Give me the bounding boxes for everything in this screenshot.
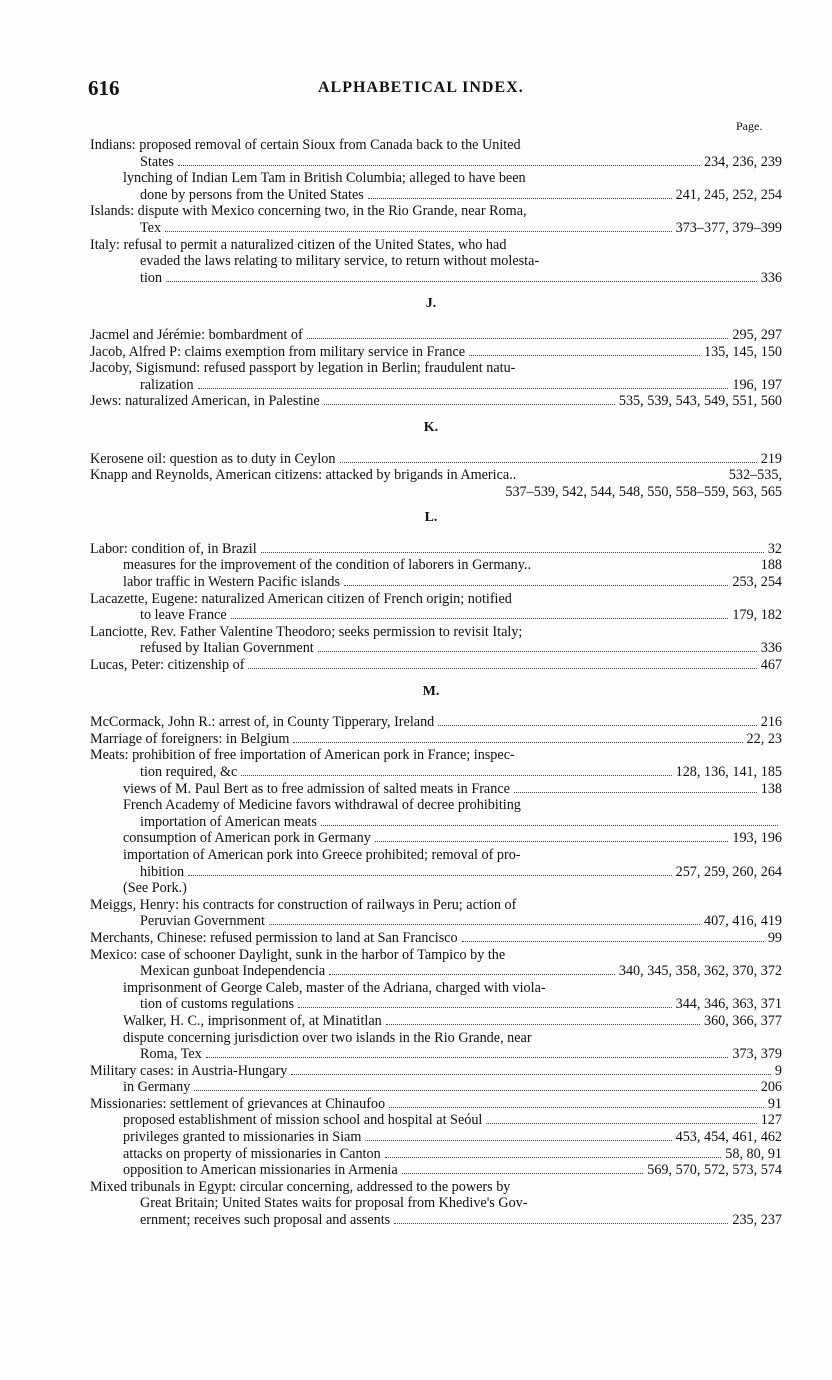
index-entry-text: in Germany	[123, 1079, 191, 1096]
page-references: 453, 454, 461, 462	[675, 1129, 782, 1146]
index-line	[90, 591, 782, 608]
index-line	[90, 930, 782, 947]
index-line	[90, 237, 782, 254]
index-entry-text: Labor: condition of, in Brazil	[90, 540, 257, 557]
index-line	[90, 137, 782, 154]
page-references: 373–377, 379–399	[675, 219, 782, 236]
page-references: 91	[767, 1095, 782, 1112]
dot-leader	[318, 651, 757, 652]
index-entry-text: dispute concerning jurisdiction over two islands in the Rio Grande, near	[123, 1029, 532, 1046]
index-entry-text: consumption of American pork in Germany	[123, 830, 371, 847]
dot-leader	[293, 742, 742, 743]
index-line	[90, 747, 782, 764]
index-entry-text: attacks on property of missionaries in Canton	[123, 1145, 381, 1162]
index-entry-text: views of M. Paul Bert as to free admission of salted meats in France	[123, 780, 510, 797]
page-references: 22, 23	[746, 730, 782, 747]
index-line	[90, 1146, 782, 1163]
index-entry-text: Roma, Tex	[140, 1046, 202, 1063]
index-entry-text: Jacob, Alfred P: claims exemption from military service in France	[90, 343, 466, 360]
page-references: 257, 259, 260, 264	[675, 863, 782, 880]
index-entry-text: Mixed tribunals in Egypt: circular concerning, addressed to the powers by	[90, 1178, 511, 1195]
dot-leader	[231, 618, 729, 619]
index-line	[90, 1013, 782, 1030]
dot-leader	[402, 1173, 644, 1174]
page-references: 336	[760, 640, 782, 657]
index-line	[90, 541, 782, 558]
index-entry-text: importation of American pork into Greece prohibited; removal of pro-	[123, 846, 521, 863]
index-entry-text: Meats: prohibition of free importation of American pork in France; inspec-	[90, 747, 515, 764]
index-entry-text: Mexican gunboat Independencia	[140, 963, 326, 980]
dot-leader	[344, 585, 728, 586]
index-entry-text: Meiggs, Henry: his contracts for construction of railways in Peru; action of	[90, 896, 517, 913]
page-references: 216	[760, 714, 782, 731]
index-entry-text: hibition	[140, 863, 185, 880]
index-entry-text: Merchants, Chinese: refused permission to land at San Francisco	[90, 929, 458, 946]
index-line	[90, 484, 782, 501]
index-entry-text: Jacoby, Sigismund: refused passport by legation in Berlin; fraudulent natu-	[90, 360, 516, 377]
dot-leader	[469, 355, 700, 356]
index-line	[90, 1129, 782, 1146]
index-line	[90, 624, 782, 641]
index-line	[90, 864, 782, 881]
index-entry-text: Missionaries: settlement of grievances at Chinaufoo	[90, 1095, 386, 1112]
page-references: 336	[760, 269, 782, 286]
index-line	[90, 1030, 782, 1047]
page-references: 127	[760, 1112, 782, 1129]
index-entry-text: ernment; receives such proposal and assents	[140, 1212, 391, 1229]
dot-leader	[165, 231, 672, 232]
dot-leader	[438, 725, 756, 726]
index-line	[90, 270, 782, 287]
index-line	[90, 897, 782, 914]
page-references: 360, 366, 377	[703, 1012, 782, 1029]
index-body	[90, 137, 782, 1229]
page-references: 58, 80, 91	[725, 1145, 782, 1162]
index-line	[90, 1179, 782, 1196]
index-line	[90, 963, 782, 980]
index-entry-text: proposed establishment of mission school and hospital at Seóul	[123, 1112, 483, 1129]
index-line	[90, 451, 782, 468]
index-line	[90, 344, 782, 361]
page-references: 179, 182	[732, 607, 782, 624]
page-references: 340, 345, 358, 362, 370, 372	[618, 963, 782, 980]
index-line	[90, 327, 782, 344]
dot-leader	[389, 1107, 764, 1108]
index-entry-text: importation of American meats	[140, 813, 317, 830]
index-entry-text: lynching of Indian Lem Tam in British Columbia; alleged to have been	[123, 170, 526, 187]
index-entry-text: evaded the laws relating to military service, to return without molesta-	[140, 253, 540, 270]
page-references: 99	[767, 929, 782, 946]
index-line	[90, 467, 782, 484]
index-entry-text: States	[140, 153, 174, 170]
index-line	[90, 980, 782, 997]
index-line	[90, 797, 782, 814]
page-references: 569, 570, 572, 573, 574	[647, 1162, 782, 1179]
index-entry-text: Indians: proposed removal of certain Sioux from Canada back to the United	[90, 137, 521, 153]
page-references: 234, 236, 239	[703, 153, 782, 170]
dot-leader	[394, 1223, 728, 1224]
index-entry-text: Lanciotte, Rev. Father Valentine Theodoro; seeks permission to revisit Italy;	[90, 623, 523, 640]
dot-leader	[291, 1074, 771, 1075]
dot-leader	[385, 1157, 722, 1158]
index-entry-text: (See Pork.)	[123, 880, 187, 897]
page-references: 295, 297	[732, 326, 782, 343]
index-line	[90, 154, 782, 171]
page-references: 373, 379	[732, 1046, 782, 1063]
index-line	[90, 607, 782, 624]
index-line	[90, 574, 782, 591]
page-references: 135, 145, 150	[703, 343, 782, 360]
page-references: 467	[760, 657, 782, 674]
dot-leader	[386, 1024, 700, 1025]
index-line	[90, 814, 782, 831]
index-entry-text: refused by Italian Government	[140, 640, 314, 657]
page-references: 235, 237	[732, 1212, 782, 1229]
index-entry-text: to leave France	[140, 607, 227, 624]
index-entry-text: Jews: naturalized American, in Palestine	[90, 393, 320, 410]
index-line	[90, 377, 782, 394]
page-references: 138	[760, 780, 782, 797]
page-references: 407, 416, 419	[703, 913, 782, 930]
index-line	[90, 1096, 782, 1113]
dot-leader	[307, 338, 729, 339]
index-line	[90, 714, 782, 731]
page-references: 241, 245, 252, 254	[675, 186, 782, 203]
index-entry-text: Lucas, Peter: citizenship of	[90, 657, 245, 674]
index-line	[90, 1195, 782, 1212]
page-references: 253, 254	[732, 574, 782, 591]
dot-leader	[375, 841, 729, 842]
dot-leader	[178, 165, 700, 166]
dot-leader	[365, 1140, 671, 1141]
index-entry-text: Peruvian Government	[140, 913, 265, 930]
page-references: 32	[767, 540, 782, 557]
index-line	[90, 393, 782, 410]
dot-leader	[340, 462, 757, 463]
index-line	[90, 220, 782, 237]
index-line	[90, 731, 782, 748]
dot-leader	[514, 792, 757, 793]
index-entry-text: Marriage of foreigners: in Belgium	[90, 730, 290, 747]
index-entry-text: Tex	[140, 219, 162, 236]
page-references: 188	[760, 557, 782, 574]
index-entry-text: opposition to American missionaries in Armenia	[123, 1162, 398, 1179]
section-letter: L.	[424, 510, 438, 526]
dot-leader	[329, 974, 615, 975]
dot-leader	[241, 775, 671, 776]
dot-leader	[298, 1007, 672, 1008]
index-line	[90, 557, 782, 574]
index-entry-text: measures for the improvement of the condition of laborers in Germany..	[123, 557, 532, 574]
index-line	[90, 830, 782, 847]
dot-leader	[368, 198, 672, 199]
index-entry-text: McCormack, John R.: arrest of, in County Tipperary, Ireland	[90, 714, 435, 731]
dot-leader	[248, 668, 756, 669]
page-references: 219	[760, 450, 782, 467]
dot-leader	[206, 1057, 729, 1058]
index-entry-text: Italy: refusal to permit a naturalized citizen of the United States, who had	[90, 236, 507, 253]
dot-leader	[324, 404, 615, 405]
index-line	[90, 913, 782, 930]
dot-leader	[321, 825, 778, 826]
index-line	[90, 781, 782, 798]
dot-leader	[261, 552, 764, 553]
section-letter: K.	[423, 419, 439, 435]
index-entry-text: Islands: dispute with Mexico concerning two, in the Rio Grande, near Roma,	[90, 203, 527, 220]
index-entry-text: done by persons from the United States	[140, 186, 364, 203]
index-line	[90, 1079, 782, 1096]
index-entry-text: tion required, &c	[140, 764, 238, 780]
index-entry-text: Military cases: in Austria-Hungary	[90, 1062, 288, 1079]
dot-leader	[198, 388, 729, 389]
index-line	[90, 640, 782, 657]
index-entry-text: imprisonment of George Caleb, master of the Adriana, charged with viola-	[123, 979, 546, 996]
index-line	[90, 203, 782, 220]
dot-leader	[166, 281, 757, 282]
index-entry-text: privileges granted to missionaries in Siam	[123, 1129, 362, 1146]
index-line	[90, 253, 782, 270]
index-line	[90, 1212, 782, 1229]
index-line	[90, 764, 782, 781]
index-line	[90, 847, 782, 864]
index-entry-text: tion	[140, 269, 163, 286]
index-entry-text: Lacazette, Eugene: naturalized American citizen of French origin; notified	[90, 590, 512, 607]
index-line	[90, 947, 782, 964]
index-line	[90, 1162, 782, 1179]
index-line	[90, 996, 782, 1013]
page-references: 537–539, 542, 544, 548, 550, 558–559, 563, 565	[505, 483, 782, 500]
dot-leader	[486, 1123, 756, 1124]
index-entry-text: Jacmel and Jérémie: bombardment of	[90, 326, 303, 343]
page-references: 193, 196	[732, 830, 782, 847]
index-line	[90, 1112, 782, 1129]
dot-leader	[269, 924, 700, 925]
page-references: 196, 197	[732, 376, 782, 393]
index-line	[90, 880, 782, 897]
index-line	[90, 170, 782, 187]
page-column-label: Page.	[736, 119, 763, 133]
page-references: 9	[774, 1062, 782, 1079]
section-letter: J.	[425, 296, 437, 312]
dot-leader	[188, 875, 671, 876]
page-references: 532–535,	[728, 467, 782, 484]
section-letter: M.	[422, 683, 440, 699]
index-entry-text: Walker, H. C., imprisonment of, at Minatitlan	[123, 1012, 382, 1029]
index-line	[90, 187, 782, 204]
index-entry-text: Great Britain; United States waits for proposal from Khedive's Gov-	[140, 1195, 528, 1212]
index-line	[90, 360, 782, 377]
index-line	[90, 1063, 782, 1080]
page-references: 128, 136, 141, 185	[675, 764, 782, 780]
page-references: 344, 346, 363, 371	[675, 996, 782, 1013]
index-entry-text: Knapp and Reynolds, American citizens: attacked by brigands in America..	[90, 467, 517, 484]
dot-leader	[194, 1090, 756, 1091]
index-entry-text: French Academy of Medicine favors withdrawal of decree prohibiting	[123, 797, 521, 814]
page-number: 616	[88, 76, 120, 100]
index-line	[90, 1046, 782, 1063]
index-entry-text: labor traffic in Western Pacific islands	[123, 574, 340, 591]
index-entry-text: ralization	[140, 376, 194, 393]
page-references: 535, 539, 543, 549, 551, 560	[618, 393, 782, 410]
page-references: 206	[760, 1079, 782, 1096]
dot-leader	[462, 941, 764, 942]
index-entry-text: tion of customs regulations	[140, 996, 295, 1013]
index-entry-text: Mexico: case of schooner Daylight, sunk in the harbor of Tampico by the	[90, 946, 506, 963]
index-entry-text: Kerosene oil: question as to duty in Ceylon	[90, 450, 336, 467]
index-line	[90, 657, 782, 674]
running-title: ALPHABETICAL INDEX.	[318, 79, 524, 96]
